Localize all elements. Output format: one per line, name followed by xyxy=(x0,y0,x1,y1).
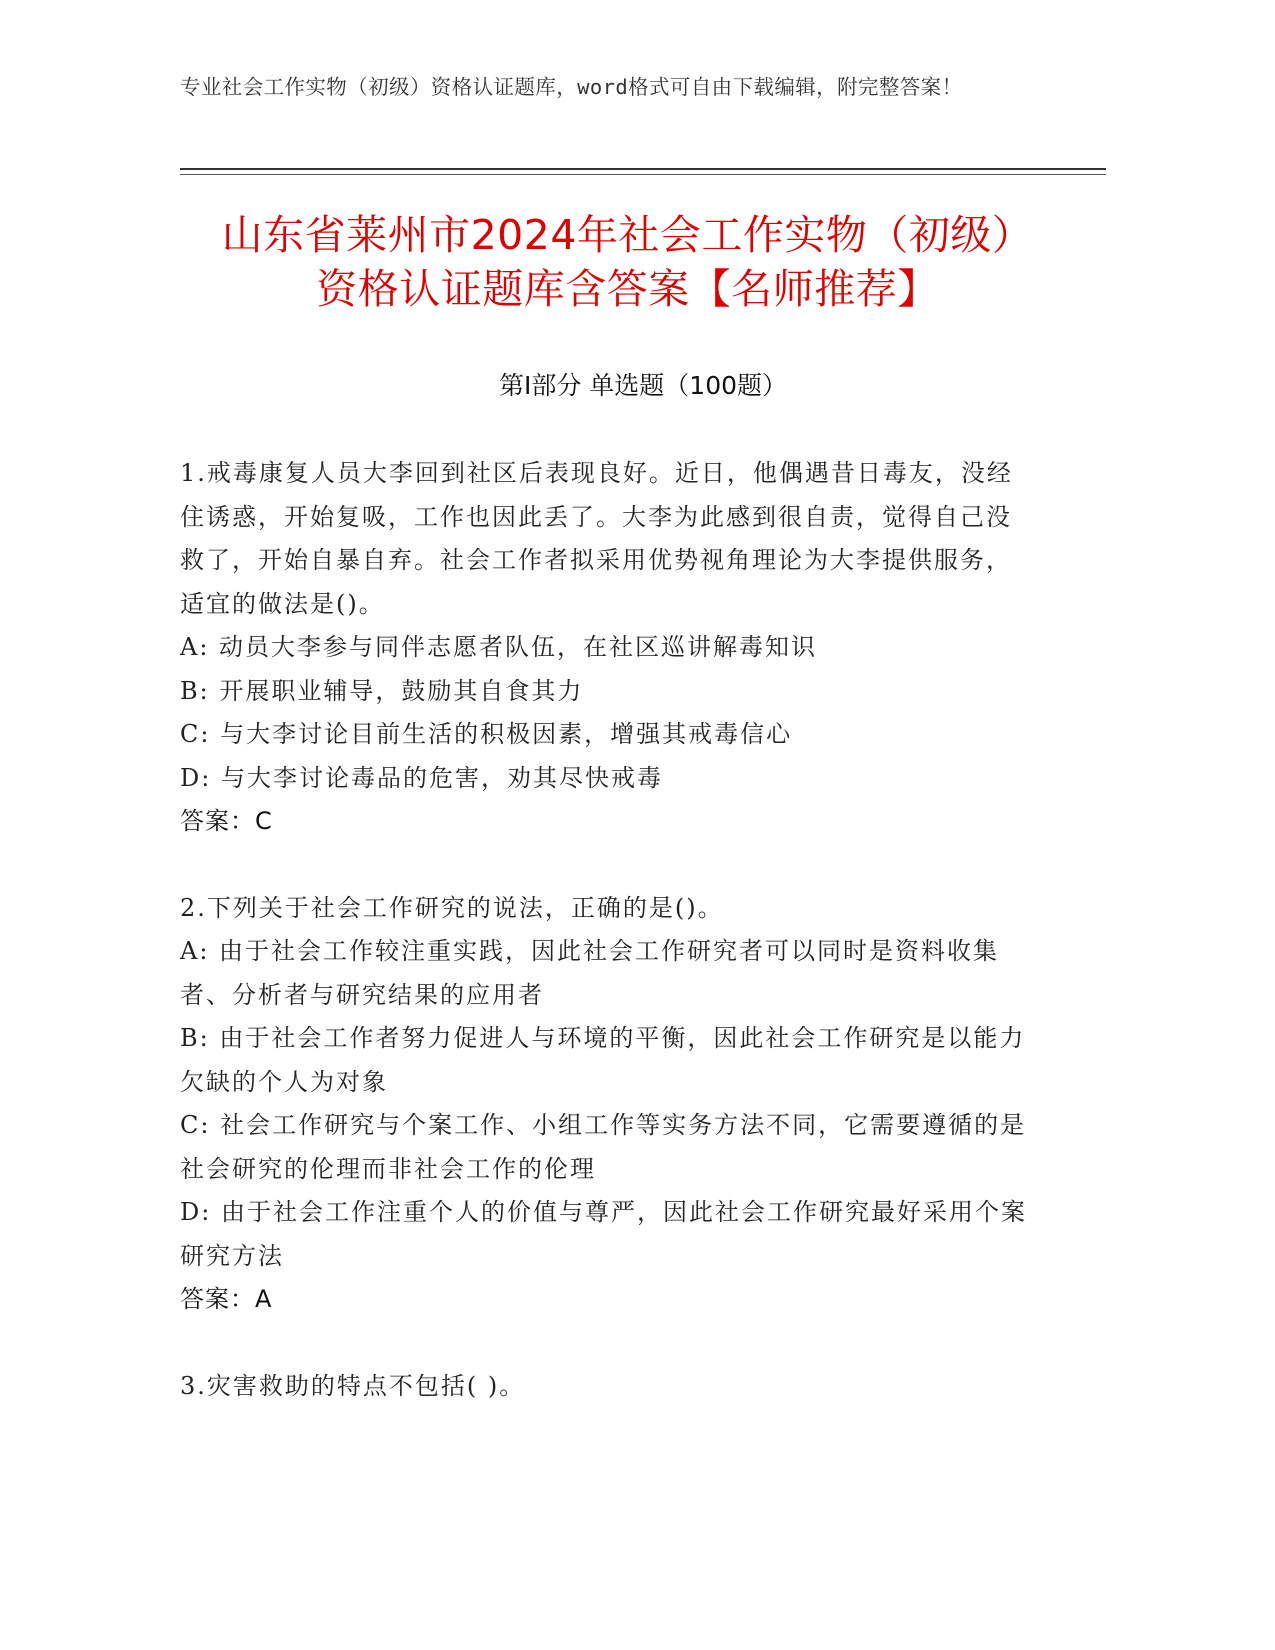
answer: 答案：C xyxy=(180,807,273,835)
document-title xyxy=(150,208,1105,316)
header-divider-thin xyxy=(180,174,1106,175)
question-1 xyxy=(180,452,1030,844)
title-line-2: 资格认证题库含答案【名师推荐】 xyxy=(316,265,939,313)
question-stem: 3.灾害救助的特点不包括( )。 xyxy=(180,1371,526,1400)
option-c: C: 与大李讨论目前生活的积极因素，增强其戒毒信心 xyxy=(180,720,793,748)
section-title: 第Ⅰ部分 单选题（100题） xyxy=(498,371,788,400)
question-stem: 1.戒毒康复人员大李回到社区后表现良好。近日，他偶遇昔日毒友，没经住诱惑，开始复吸，工作也因此丢了。大李为此感到很自责，觉得自己没救了，开始自暴自弃。社会工作者拟采用优势视角理论为大李提供服务，适宜的做法是()。 xyxy=(180,459,1013,618)
option-b: B: 由于社会工作者努力促进人与环境的平衡，因此社会工作研究是以能力欠缺的个人为对象 xyxy=(180,1024,1026,1096)
option-d: D: 由于社会工作注重个人的价值与尊严，因此社会工作研究最好采用个案研究方法 xyxy=(180,1198,1027,1270)
answer: 答案：A xyxy=(180,1285,273,1313)
question-3 xyxy=(180,1365,1030,1409)
title-line-1: 山东省莱州市2024年社会工作实物（初级） xyxy=(221,211,1034,259)
option-b: B: 开展职业辅导，鼓励其自食其力 xyxy=(180,676,584,705)
question-2 xyxy=(180,887,1030,1322)
header-divider xyxy=(180,168,1106,170)
option-a: A: 动员大李参与同伴志愿者队伍，在社区巡讲解毒知识 xyxy=(180,633,818,661)
option-d: D: 与大李讨论毒品的危害，劝其尽快戒毒 xyxy=(180,763,663,792)
question-list xyxy=(180,452,1030,1451)
option-a: A: 由于社会工作较注重实践，因此社会工作研究者可以同时是资料收集者、分析者与研究结果的应用者 xyxy=(180,937,1000,1009)
header-note: 专业社会工作实物（初级）资格认证题库，word格式可自由下载编辑，附完整答案！ xyxy=(180,75,963,99)
option-c: C: 社会工作研究与个案工作、小组工作等实务方法不同，它需要遵循的是社会研究的伦理而非社会工作的伦理 xyxy=(180,1111,1027,1183)
question-stem: 2.下列关于社会工作研究的说法，正确的是()。 xyxy=(180,893,724,922)
